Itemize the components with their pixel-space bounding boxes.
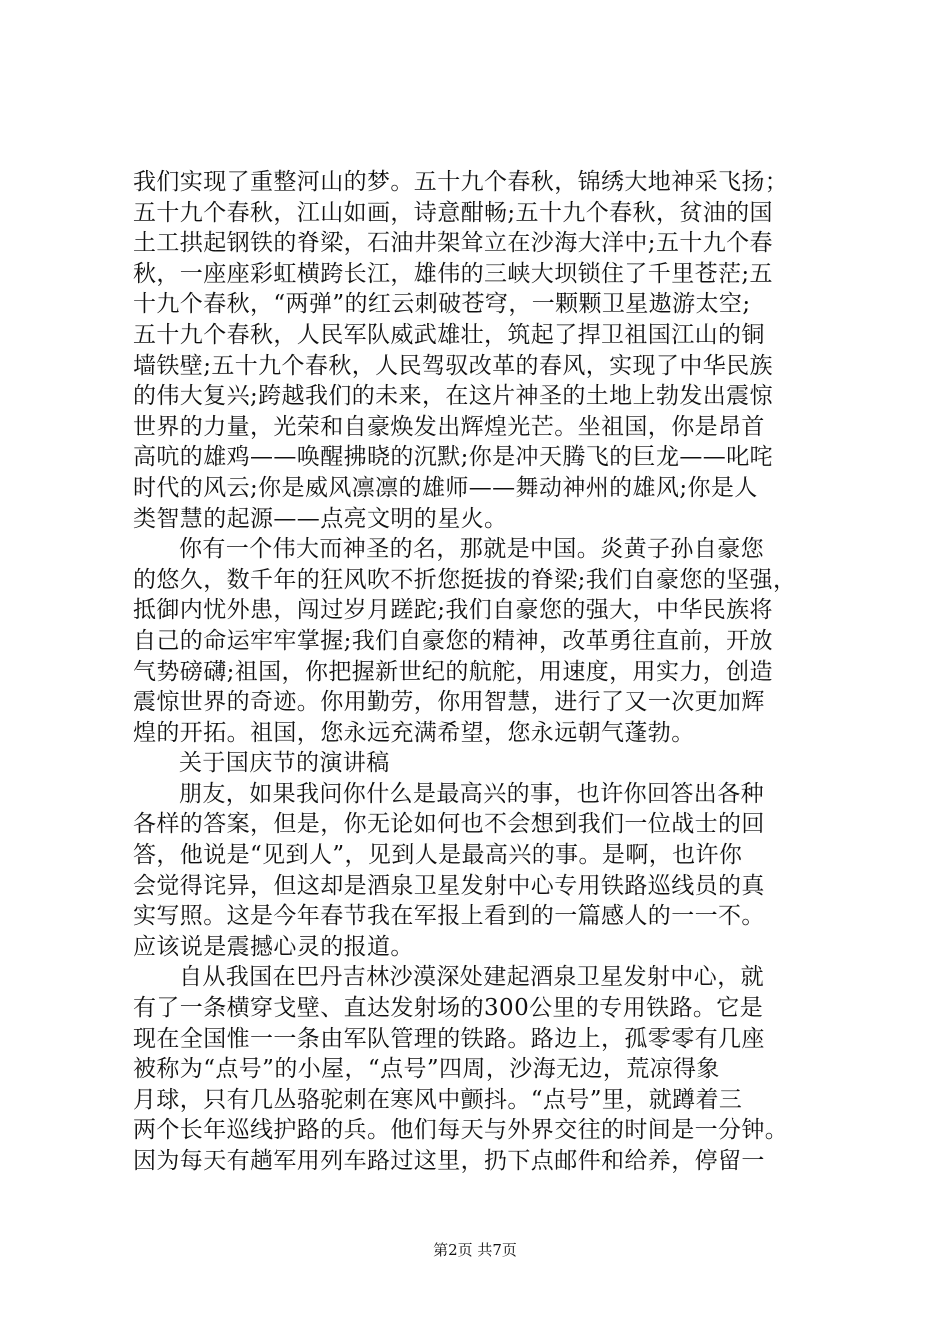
text-line: 抵御内忧外患，闯过岁月蹉跎;我们自豪您的强大，中华民族将 [133,597,773,624]
page-footer: 第2页 共7页 [433,1241,517,1259]
text-line: 类智慧的起源——点亮文明的星火。 [133,505,508,532]
text-line: 你有一个伟大而神圣的名，那就是中国。炎黄子孙自豪您 [179,536,764,563]
text-line: 现在全国惟一一条由军队管理的铁路。路边上，孤零零有几座 [133,1025,765,1052]
text-line: 实写照。这是今年春节我在军报上看到的一篇感人的一一不。 [133,903,765,930]
text-line: 世界的力量，光荣和自豪焕发出辉煌光芒。坐祖国，你是昂首 [133,413,765,440]
text-line: 十九个春秋，“两弹”的红云刺破苍穹，一颗颗卫星遨游太空; [133,291,751,318]
text-line: 土工拱起钢铁的脊梁，石油井架耸立在沙海大洋中;五十九个春 [133,230,773,257]
text-line: 墙铁壁;五十九个春秋，人民驾驭改革的春风，实现了中华民族 [133,352,773,379]
text-line: 的伟大复兴;跨越我们的未来，在这片神圣的土地上勃发出震惊 [133,383,773,410]
text-line: 朋友，如果我问你什么是最高兴的事，也许你回答出各种 [179,780,764,807]
text-line: 五十九个春秋，人民军队威武雄壮，筑起了捍卫祖国江山的铜 [133,321,765,348]
text-line: 的悠久，数千年的狂风吹不折您挺拔的脊梁;我们自豪您的坚强， [133,566,797,593]
text-line: 时代的风云;你是威风凛凛的雄师——舞动神州的雄风;你是人 [133,474,758,501]
text-line: 自己的命运牢牢掌握;我们自豪您的精神，改革勇往直前，开放 [133,627,773,654]
text-line: 应该说是震撼心灵的报道。 [133,933,414,960]
text-line: 各样的答案，但是，你无论如何也不会想到我们一位战士的回 [133,811,765,838]
text-line: 高吭的雄鸡——唤醒拂晓的沉默;你是冲天腾飞的巨龙——叱咤 [133,444,773,471]
text-line: 因为每天有趟军用列车路过这里，扔下点邮件和给养，停留一 [133,1148,765,1174]
text-line: 被称为“点号”的小屋，“点号”四周，沙海无边，荒凉得象 [133,1056,720,1083]
document-body [133,167,833,1177]
text-line: 震惊世界的奇迹。你用勤劳，你用智慧，进行了又一次更加辉 [133,689,765,716]
text-line: 有了一条横穿戈壁、直达发射场的300公里的专用铁路。它是 [133,995,764,1022]
text-line: 秋，一座座彩虹横跨长江，雄伟的三峡大坝锁住了千里苍茫;五 [133,260,773,287]
text-line: 气势磅礴;祖国，你把握新世纪的航舵，用速度，用实力，创造 [133,658,773,685]
text-line: 五十九个春秋，江山如画，诗意酣畅;五十九个春秋，贫油的国 [133,199,773,226]
text-line: 煌的开拓。祖国，您永远充满希望，您永远朝气蓬勃。 [133,719,695,746]
text-line: 答，他说是“见到人”，见到人是最高兴的事。是啊，也许你 [133,842,743,869]
text-line: 自从我国在巴丹吉林沙漠深处建起酒泉卫星发射中心，就 [179,964,764,991]
text-line: 会觉得诧异，但这却是酒泉卫星发射中心专用铁路巡线员的真 [133,872,765,899]
text-line: 我们实现了重整河山的梦。五十九个春秋，锦绣大地神采飞扬； [133,169,789,195]
text-line: 两个长年巡线护路的兵。他们每天与外界交往的时间是一分钟。 [133,1117,789,1144]
text-line: 关于国庆节的演讲稿 [179,750,390,777]
text-line: 月球，只有几丛骆驼刺在寒风中颤抖。“点号”里，就蹲着三 [133,1086,743,1113]
